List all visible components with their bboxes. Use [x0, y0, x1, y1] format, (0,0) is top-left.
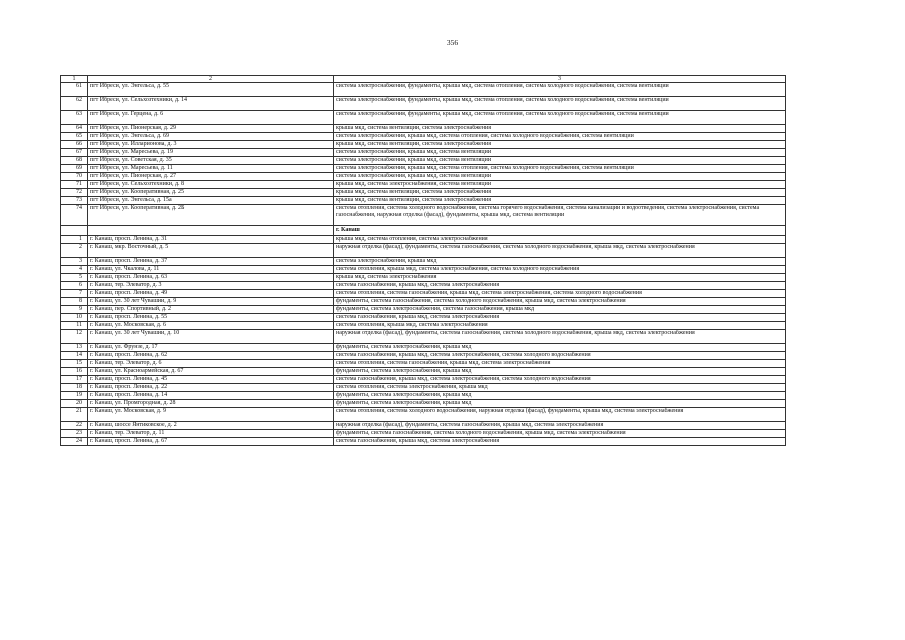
- row-systems: фундаменты, система газоснабжения, система холодного водоснабжения, крыша мкд, система электроснабжения: [334, 298, 786, 306]
- table-row: [61, 408, 786, 422]
- table-row: [61, 141, 786, 149]
- row-address: пгт Ибреси, ул. Энгельса, д. 69: [88, 133, 334, 141]
- row-systems: система электроснабжения, крыша мкд, система отопления, система холодного водоснабжения, система вентиляции: [334, 165, 786, 173]
- row-address: пгт Ибреси, ул. Советская, д. 35: [88, 157, 334, 165]
- section-title: г. Канаш: [334, 226, 786, 236]
- row-address: пгт Ибреси, ул. Герцена, д. 6: [88, 111, 334, 125]
- row-systems: фундаменты, система электроснабжения, крыша мкд: [334, 400, 786, 408]
- row-address: г. Канаш, ул. Красноармейская, д. 67: [88, 368, 334, 376]
- row-systems: крыша мкд, система вентиляции, система электроснабжения: [334, 197, 786, 205]
- table-row: [61, 189, 786, 197]
- row-number: 15: [61, 360, 88, 368]
- row-systems: фундаменты, система электроснабжения, крыша мкд: [334, 392, 786, 400]
- row-number: 2: [61, 244, 88, 258]
- row-number: 21: [61, 408, 88, 422]
- table-row: [61, 368, 786, 376]
- page-number: 356: [446, 38, 459, 47]
- row-number: 24: [61, 438, 88, 446]
- row-address: пгт Ибреси, ул. Кооперативная, д. 2Б: [88, 205, 334, 226]
- row-number: 61: [61, 83, 88, 97]
- row-systems: система отопления, система холодного водоснабжения, система горячего водоснабжения, система канализации и водоотведения, система электроснабжения, система газоснабжения, наружная отделка (фасад), фундаменты, крыша мкд, система вентиляции: [334, 205, 786, 226]
- row-address: пгт Ибреси, ул. Маресьева, д. 11: [88, 165, 334, 173]
- row-number: 5: [61, 274, 88, 282]
- table-row: [61, 197, 786, 205]
- row-systems: система отопления, система электроснабжения, крыша мкд: [334, 384, 786, 392]
- table-row: [61, 157, 786, 165]
- row-number: 73: [61, 197, 88, 205]
- section-address-cell: [88, 226, 334, 236]
- row-number: 22: [61, 422, 88, 430]
- table-row: [61, 97, 786, 111]
- row-number: 67: [61, 149, 88, 157]
- table-row: [61, 400, 786, 408]
- row-systems: фундаменты, система электроснабжения, крыша мкд: [334, 368, 786, 376]
- table-row: [61, 392, 786, 400]
- row-address: пгт Ибреси, ул. Маресьева, д. 19: [88, 149, 334, 157]
- row-address: г. Канаш, ул. Московская, д. 9: [88, 408, 334, 422]
- table-row: [61, 236, 786, 244]
- row-number: 63: [61, 111, 88, 125]
- row-systems: система электроснабжения, фундаменты, крыша мкд, система отопления, система холодного водоснабжения, система вентиляции: [334, 97, 786, 111]
- row-number: 23: [61, 430, 88, 438]
- row-address: пгт Ибреси, ул. Пионерская, д. 29: [88, 125, 334, 133]
- table-row: [61, 330, 786, 344]
- row-number: 20: [61, 400, 88, 408]
- row-number: 12: [61, 330, 88, 344]
- table-row: [61, 314, 786, 322]
- row-address: пгт Ибреси, ул. Сельхозтехники, д. 14: [88, 97, 334, 111]
- row-systems: фундаменты, система электроснабжения, система газоснабжения, крыша мкд: [334, 306, 786, 314]
- row-systems: крыша мкд, система вентиляции, система электроснабжения: [334, 141, 786, 149]
- row-systems: система отопления, крыша мкд, система электроснабжения, система холодного водоснабжения: [334, 266, 786, 274]
- table-row: [61, 165, 786, 173]
- column-header-3: 3: [334, 76, 786, 83]
- row-systems: система газоснабжения, крыша мкд, система электроснабжения: [334, 438, 786, 446]
- row-number: 71: [61, 181, 88, 189]
- table-row: [61, 322, 786, 330]
- row-number: 13: [61, 344, 88, 352]
- row-address: г. Канаш, ул. Московская, д. 6: [88, 322, 334, 330]
- table-row: [61, 376, 786, 384]
- row-number: 70: [61, 173, 88, 181]
- table-row: [61, 266, 786, 274]
- row-systems: система отопления, система газоснабжения, крыша мкд, система электроснабжения: [334, 360, 786, 368]
- row-number: 10: [61, 314, 88, 322]
- table-row: [61, 290, 786, 298]
- row-systems: система отопления, система холодного водоснабжения, наружная отделка (фасад), фундаменты, крыша мкд, система электроснабжения: [334, 408, 786, 422]
- table-row: [61, 149, 786, 157]
- table-row: [61, 133, 786, 141]
- row-number: 8: [61, 298, 88, 306]
- row-address: г. Канаш, тер. Элеватор, д. 11: [88, 430, 334, 438]
- table-row: [61, 344, 786, 352]
- row-address: г. Канаш, просп. Ленина, д. 45: [88, 376, 334, 384]
- row-number: 1: [61, 236, 88, 244]
- section-number-cell: [61, 226, 88, 236]
- row-address: г. Канаш, ул. Чкалова, д. 11: [88, 266, 334, 274]
- row-systems: система отопления, система газоснабжения, крыша мкд, система электроснабжения, система холодного водоснабжения: [334, 290, 786, 298]
- row-number: 3: [61, 258, 88, 266]
- row-address: пгт Ибреси, ул. Энгельса, д. 55: [88, 83, 334, 97]
- row-systems: система газоснабжения, крыша мкд, система электроснабжения, система холодного водоснабжения: [334, 376, 786, 384]
- row-address: г. Канаш, просп. Ленина, д. 55: [88, 314, 334, 322]
- row-address: г. Канаш, ул. 30 лет Чувашии, д. 10: [88, 330, 334, 344]
- section-row: [61, 226, 786, 236]
- table-row: [61, 125, 786, 133]
- row-number: 14: [61, 352, 88, 360]
- row-number: 65: [61, 133, 88, 141]
- row-address: пгт Ибреси, ул. Кооперативная, д. 25: [88, 189, 334, 197]
- row-systems: система газоснабжения, крыша мкд, система электроснабжения: [334, 314, 786, 322]
- row-number: 6: [61, 282, 88, 290]
- table-row: [61, 352, 786, 360]
- table-row: [61, 282, 786, 290]
- row-address: г. Канаш, тер. Элеватор, д. 3: [88, 282, 334, 290]
- column-header-2: 2: [88, 76, 334, 83]
- row-address: г. Канаш, просп. Ленина, д. 62: [88, 352, 334, 360]
- row-number: 74: [61, 205, 88, 226]
- objects-table-body: [61, 76, 786, 446]
- row-systems: фундаменты, система газоснабжения, система холодного водоснабжения, крыша мкд, система электроснабжения: [334, 430, 786, 438]
- table-row: [61, 360, 786, 368]
- row-address: г. Канаш, шоссе Янтиковское, д. 2: [88, 422, 334, 430]
- row-systems: система электроснабжения, фундаменты, крыша мкд, система отопления, система холодного водоснабжения, система вентиляции: [334, 111, 786, 125]
- row-address: г. Канаш, мкр. Восточный, д. 5: [88, 244, 334, 258]
- row-address: г. Канаш, пер. Спортивный, д. 2: [88, 306, 334, 314]
- row-number: 4: [61, 266, 88, 274]
- row-address: пгт Ибреси, ул. Сельхозтехники, д. 8: [88, 181, 334, 189]
- row-systems: система отопления, крыша мкд, система электроснабжения: [334, 322, 786, 330]
- row-number: 16: [61, 368, 88, 376]
- row-number: 72: [61, 189, 88, 197]
- row-systems: система газоснабжения, крыша мкд, система электроснабжения, система холодного водоснабжения: [334, 352, 786, 360]
- row-systems: система газоснабжения, крыша мкд, система электроснабжения: [334, 282, 786, 290]
- table-row: [61, 430, 786, 438]
- row-systems: фундаменты, система электроснабжения, крыша мкд: [334, 344, 786, 352]
- row-number: 9: [61, 306, 88, 314]
- row-number: 18: [61, 384, 88, 392]
- row-number: 64: [61, 125, 88, 133]
- row-systems: система электроснабжения, фундаменты, крыша мкд, система отопления, система холодного водоснабжения, система вентиляции: [334, 83, 786, 97]
- row-address: пгт Ибреси, ул. Пионерская, д. 27: [88, 173, 334, 181]
- row-address: г. Канаш, тер. Элеватор, д. 6: [88, 360, 334, 368]
- row-address: пгт Ибреси, ул. Энгельса, д. 15а: [88, 197, 334, 205]
- objects-table: [60, 75, 786, 446]
- table-row: [61, 384, 786, 392]
- row-address: г. Канаш, просп. Ленина, д. 14: [88, 392, 334, 400]
- table-row: [61, 205, 786, 226]
- table-row: [61, 306, 786, 314]
- table-row: [61, 274, 786, 282]
- row-systems: система электроснабжения, крыша мкд, система вентиляции: [334, 173, 786, 181]
- row-number: 7: [61, 290, 88, 298]
- row-systems: система электроснабжения, крыша мкд, система вентиляции: [334, 157, 786, 165]
- row-number: 62: [61, 97, 88, 111]
- row-systems: крыша мкд, система отопления, система электроснабжения: [334, 236, 786, 244]
- table-row: [61, 438, 786, 446]
- table-header-row: [61, 76, 786, 83]
- row-address: пгт Ибреси, ул. Илларионова, д. 3: [88, 141, 334, 149]
- row-address: г. Канаш, просп. Ленина, д. 49: [88, 290, 334, 298]
- row-systems: крыша мкд, система электроснабжения: [334, 274, 786, 282]
- row-address: г. Канаш, просп. Ленина, д. 67: [88, 438, 334, 446]
- row-address: г. Канаш, ул. Промгородная, д. 28: [88, 400, 334, 408]
- row-systems: крыша мкд, система электроснабжения, система вентиляции: [334, 181, 786, 189]
- row-address: г. Канаш, ул. 30 лет Чувашии, д. 9: [88, 298, 334, 306]
- table-row: [61, 298, 786, 306]
- row-systems: система электроснабжения, крыша мкд, система вентиляции: [334, 149, 786, 157]
- table-row: [61, 258, 786, 266]
- row-address: г. Канаш, просп. Ленина, д. 31: [88, 236, 334, 244]
- row-systems: наружная отделка (фасад), фундаменты, система газоснабжения, крыша мкд, система электроснабжения: [334, 422, 786, 430]
- row-number: 69: [61, 165, 88, 173]
- table-row: [61, 422, 786, 430]
- row-address: г. Канаш, просп. Ленина, д. 63: [88, 274, 334, 282]
- row-address: г. Канаш, ул. Фрунзе, д. 17: [88, 344, 334, 352]
- row-address: г. Канаш, просп. Ленина, д. 37: [88, 258, 334, 266]
- row-systems: наружная отделка (фасад), фундаменты, система газоснабжения, система холодного водоснабжения, крыша мкд, система электроснабжения: [334, 244, 786, 258]
- row-systems: крыша мкд, система вентиляции, система электроснабжения: [334, 189, 786, 197]
- row-number: 11: [61, 322, 88, 330]
- row-systems: система электроснабжения, крыша мкд, система отопления, система холодного водоснабжения, система вентиляции: [334, 133, 786, 141]
- table-row: [61, 83, 786, 97]
- table-row: [61, 244, 786, 258]
- row-number: 19: [61, 392, 88, 400]
- row-number: 66: [61, 141, 88, 149]
- row-systems: наружная отделка (фасад), фундаменты, система газоснабжения, система холодного водоснабжения, крыша мкд, система электроснабжения: [334, 330, 786, 344]
- column-header-1: 1: [61, 76, 88, 83]
- row-number: 17: [61, 376, 88, 384]
- row-systems: система электроснабжения, крыша мкд: [334, 258, 786, 266]
- table-row: [61, 173, 786, 181]
- table-row: [61, 111, 786, 125]
- table-row: [61, 181, 786, 189]
- row-systems: крыша мкд, система вентиляции, система электроснабжения: [334, 125, 786, 133]
- row-address: г. Канаш, просп. Ленина, д. 22: [88, 384, 334, 392]
- row-number: 68: [61, 157, 88, 165]
